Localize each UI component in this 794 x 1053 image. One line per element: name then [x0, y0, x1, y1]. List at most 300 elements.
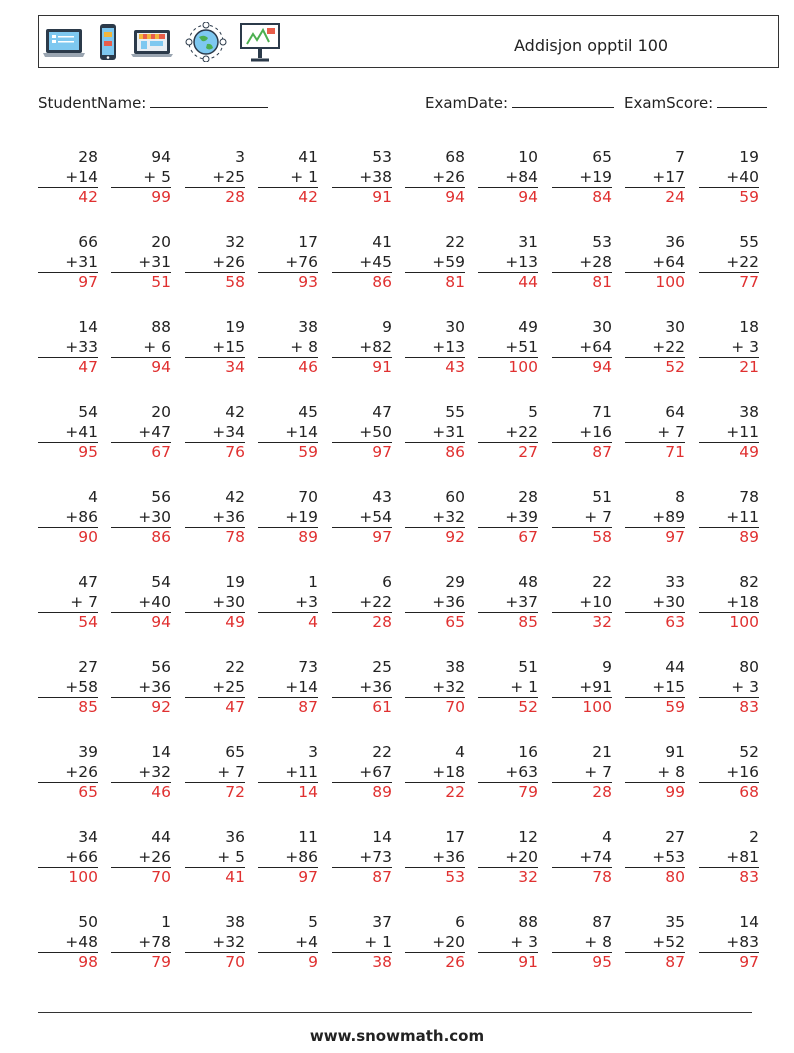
second-addend: +31	[405, 423, 465, 444]
second-addend: +34	[185, 423, 245, 444]
first-addend: 18	[739, 318, 759, 336]
second-addend: +47	[111, 423, 171, 444]
addition-problem	[38, 148, 98, 208]
addition-problem	[111, 488, 171, 548]
first-addend: 50	[78, 913, 98, 931]
second-addend: +26	[38, 763, 98, 784]
second-addend: + 3	[699, 338, 759, 359]
first-addend: 9	[602, 658, 612, 676]
answer: 99	[151, 188, 171, 206]
first-addend: 80	[739, 658, 759, 676]
addition-problem	[38, 318, 98, 378]
first-addend: 53	[592, 233, 612, 251]
first-addend: 43	[372, 488, 392, 506]
second-addend: +17	[625, 168, 685, 189]
worksheet-title: Addisjon opptil 100	[514, 36, 669, 55]
second-addend: +30	[111, 508, 171, 529]
answer: 83	[739, 698, 759, 716]
addition-problem	[38, 233, 98, 293]
second-addend: +18	[405, 763, 465, 784]
first-addend: 22	[592, 573, 612, 591]
addition-problem	[478, 148, 538, 208]
addition-problem	[552, 743, 612, 803]
first-addend: 27	[78, 658, 98, 676]
second-addend: +50	[332, 423, 392, 444]
addition-problem	[258, 658, 318, 718]
addition-problem	[332, 148, 392, 208]
first-addend: 94	[151, 148, 171, 166]
second-addend: +54	[332, 508, 392, 529]
second-addend: + 1	[478, 678, 538, 699]
second-addend: +26	[185, 253, 245, 274]
first-addend: 8	[675, 488, 685, 506]
addition-problem	[625, 148, 685, 208]
second-addend: + 8	[625, 763, 685, 784]
first-addend: 64	[665, 403, 685, 421]
first-addend: 37	[372, 913, 392, 931]
first-addend: 3	[235, 148, 245, 166]
addition-problem	[185, 573, 245, 633]
addition-problem	[332, 573, 392, 633]
answer: 97	[78, 273, 98, 291]
second-addend: +91	[552, 678, 612, 699]
first-addend: 34	[78, 828, 98, 846]
answer: 63	[665, 613, 685, 631]
exam-date-blank	[512, 93, 614, 108]
addition-problem	[38, 913, 98, 973]
second-addend: +22	[478, 423, 538, 444]
answer: 98	[78, 953, 98, 971]
answer: 83	[739, 868, 759, 886]
second-addend: +25	[185, 168, 245, 189]
second-addend: +26	[405, 168, 465, 189]
first-addend: 25	[372, 658, 392, 676]
first-addend: 19	[225, 573, 245, 591]
presentation-board-icon	[239, 22, 281, 62]
first-addend: 19	[225, 318, 245, 336]
answer: 97	[665, 528, 685, 546]
second-addend: +67	[332, 763, 392, 784]
second-addend: +11	[699, 508, 759, 529]
answer: 99	[665, 783, 685, 801]
first-addend: 71	[592, 403, 612, 421]
second-addend: +36	[405, 593, 465, 614]
first-addend: 3	[308, 743, 318, 761]
first-addend: 27	[665, 828, 685, 846]
first-addend: 30	[665, 318, 685, 336]
second-addend: +89	[625, 508, 685, 529]
addition-problem	[38, 743, 98, 803]
first-addend: 41	[372, 233, 392, 251]
second-addend: +84	[478, 168, 538, 189]
addition-problem	[111, 658, 171, 718]
addition-problem	[478, 403, 538, 463]
first-addend: 42	[225, 403, 245, 421]
addition-problem	[258, 743, 318, 803]
first-addend: 53	[372, 148, 392, 166]
second-addend: +58	[38, 678, 98, 699]
answer: 81	[445, 273, 465, 291]
second-addend: +16	[552, 423, 612, 444]
first-addend: 4	[88, 488, 98, 506]
answer: 68	[739, 783, 759, 801]
answer: 76	[225, 443, 245, 461]
second-addend: +32	[185, 933, 245, 954]
addition-problem	[405, 148, 465, 208]
answer: 46	[151, 783, 171, 801]
second-addend: +40	[699, 168, 759, 189]
answer: 34	[225, 358, 245, 376]
first-addend: 44	[665, 658, 685, 676]
second-addend: + 5	[111, 168, 171, 189]
answer: 71	[665, 443, 685, 461]
student-name-field	[38, 93, 268, 112]
addition-problem	[699, 913, 759, 973]
addition-problem	[38, 488, 98, 548]
first-addend: 17	[445, 828, 465, 846]
phone-icon	[97, 22, 119, 62]
first-addend: 9	[382, 318, 392, 336]
answer: 90	[78, 528, 98, 546]
second-addend: + 5	[185, 848, 245, 869]
second-addend: + 8	[552, 933, 612, 954]
second-addend: +64	[625, 253, 685, 274]
addition-problem	[111, 573, 171, 633]
first-addend: 12	[518, 828, 538, 846]
first-addend: 33	[665, 573, 685, 591]
first-addend: 60	[445, 488, 465, 506]
addition-problem	[185, 148, 245, 208]
answer: 52	[665, 358, 685, 376]
answer: 9	[308, 953, 318, 971]
addition-problem	[405, 828, 465, 888]
addition-problem	[478, 913, 538, 973]
first-addend: 47	[372, 403, 392, 421]
addition-problem	[699, 573, 759, 633]
addition-problem	[258, 828, 318, 888]
second-addend: +73	[332, 848, 392, 869]
answer: 78	[592, 868, 612, 886]
first-addend: 2	[749, 828, 759, 846]
first-addend: 78	[739, 488, 759, 506]
addition-problem	[405, 488, 465, 548]
answer: 89	[739, 528, 759, 546]
answer: 58	[225, 273, 245, 291]
exam-score-field	[624, 93, 767, 112]
second-addend: +26	[111, 848, 171, 869]
second-addend: +13	[405, 338, 465, 359]
first-addend: 7	[675, 148, 685, 166]
answer: 91	[372, 188, 392, 206]
answer: 4	[308, 613, 318, 631]
second-addend: +14	[38, 168, 98, 189]
second-addend: + 7	[38, 593, 98, 614]
student-name-blank	[150, 93, 268, 108]
second-addend: + 1	[258, 168, 318, 189]
answer: 47	[225, 698, 245, 716]
answer: 21	[739, 358, 759, 376]
second-addend: +86	[38, 508, 98, 529]
answer: 78	[225, 528, 245, 546]
answer: 65	[78, 783, 98, 801]
addition-problem	[478, 233, 538, 293]
addition-problem	[405, 573, 465, 633]
answer: 91	[518, 953, 538, 971]
addition-problem	[625, 743, 685, 803]
second-addend: +19	[258, 508, 318, 529]
answer: 42	[78, 188, 98, 206]
first-addend: 48	[518, 573, 538, 591]
second-addend: +14	[258, 423, 318, 444]
addition-problem	[552, 573, 612, 633]
answer: 41	[225, 868, 245, 886]
answer: 94	[518, 188, 538, 206]
first-addend: 28	[78, 148, 98, 166]
first-addend: 1	[161, 913, 171, 931]
first-addend: 56	[151, 658, 171, 676]
answer: 91	[372, 358, 392, 376]
second-addend: + 7	[552, 763, 612, 784]
addition-problem	[552, 403, 612, 463]
first-addend: 88	[518, 913, 538, 931]
addition-problem	[185, 828, 245, 888]
addition-problem	[111, 233, 171, 293]
addition-problem	[258, 573, 318, 633]
second-addend: +15	[185, 338, 245, 359]
second-addend: +11	[699, 423, 759, 444]
first-addend: 5	[528, 403, 538, 421]
addition-problem	[625, 488, 685, 548]
first-addend: 88	[151, 318, 171, 336]
first-addend: 87	[592, 913, 612, 931]
second-addend: + 8	[258, 338, 318, 359]
addition-problem	[405, 658, 465, 718]
answer: 87	[592, 443, 612, 461]
second-addend: +38	[332, 168, 392, 189]
answer: 52	[518, 698, 538, 716]
answer: 85	[78, 698, 98, 716]
addition-problem	[552, 233, 612, 293]
addition-problem	[625, 658, 685, 718]
header-icons	[43, 20, 281, 64]
first-addend: 66	[78, 233, 98, 251]
answer: 92	[445, 528, 465, 546]
first-addend: 36	[665, 233, 685, 251]
footer-site: www.snowmath.com	[309, 1027, 485, 1045]
second-addend: +64	[552, 338, 612, 359]
addition-problem	[699, 233, 759, 293]
second-addend: +76	[258, 253, 318, 274]
addition-problem	[185, 403, 245, 463]
addition-problem	[625, 318, 685, 378]
addition-problem	[111, 913, 171, 973]
second-addend: +15	[625, 678, 685, 699]
addition-problem	[332, 828, 392, 888]
first-addend: 54	[151, 573, 171, 591]
second-addend: +32	[405, 678, 465, 699]
addition-problem	[38, 828, 98, 888]
answer: 51	[151, 273, 171, 291]
answer: 65	[445, 613, 465, 631]
first-addend: 30	[445, 318, 465, 336]
second-addend: +74	[552, 848, 612, 869]
second-addend: +83	[699, 933, 759, 954]
first-addend: 91	[665, 743, 685, 761]
second-addend: +81	[699, 848, 759, 869]
answer: 46	[298, 358, 318, 376]
first-addend: 22	[225, 658, 245, 676]
addition-problem	[405, 318, 465, 378]
first-addend: 65	[592, 148, 612, 166]
header-box	[38, 15, 779, 68]
answer: 49	[739, 443, 759, 461]
first-addend: 68	[445, 148, 465, 166]
second-addend: +28	[552, 253, 612, 274]
addition-problem	[111, 403, 171, 463]
answer: 24	[665, 188, 685, 206]
addition-problem	[185, 233, 245, 293]
answer: 27	[518, 443, 538, 461]
answer: 89	[298, 528, 318, 546]
answer: 87	[665, 953, 685, 971]
addition-problem	[405, 743, 465, 803]
answer: 58	[592, 528, 612, 546]
first-addend: 70	[298, 488, 318, 506]
first-addend: 56	[151, 488, 171, 506]
first-addend: 6	[382, 573, 392, 591]
addition-problem	[625, 233, 685, 293]
addition-problem	[478, 488, 538, 548]
answer: 100	[68, 868, 98, 886]
answer: 94	[445, 188, 465, 206]
addition-problem	[478, 318, 538, 378]
addition-problem	[699, 743, 759, 803]
addition-problem	[38, 573, 98, 633]
answer: 28	[225, 188, 245, 206]
second-addend: +51	[478, 338, 538, 359]
addition-problem	[625, 403, 685, 463]
first-addend: 38	[225, 913, 245, 931]
answer: 70	[445, 698, 465, 716]
answer: 32	[592, 613, 612, 631]
first-addend: 28	[518, 488, 538, 506]
second-addend: +39	[478, 508, 538, 529]
answer: 26	[445, 953, 465, 971]
answer: 92	[151, 698, 171, 716]
answer: 43	[445, 358, 465, 376]
addition-problem	[699, 148, 759, 208]
first-addend: 19	[739, 148, 759, 166]
answer: 86	[372, 273, 392, 291]
second-addend: +3	[258, 593, 318, 614]
first-addend: 38	[298, 318, 318, 336]
first-addend: 45	[298, 403, 318, 421]
answer: 80	[665, 868, 685, 886]
first-addend: 16	[518, 743, 538, 761]
exam-date-field	[425, 93, 614, 112]
second-addend: +36	[332, 678, 392, 699]
second-addend: +36	[405, 848, 465, 869]
answer: 32	[518, 868, 538, 886]
addition-problem	[552, 488, 612, 548]
addition-problem	[405, 233, 465, 293]
answer: 95	[78, 443, 98, 461]
second-addend: +18	[699, 593, 759, 614]
answer: 86	[151, 528, 171, 546]
answer: 79	[518, 783, 538, 801]
second-addend: +32	[111, 763, 171, 784]
first-addend: 6	[455, 913, 465, 931]
first-addend: 22	[372, 743, 392, 761]
second-addend: +14	[258, 678, 318, 699]
answer: 86	[445, 443, 465, 461]
answer: 67	[518, 528, 538, 546]
second-addend: +52	[625, 933, 685, 954]
second-addend: + 1	[332, 933, 392, 954]
addition-problem	[332, 743, 392, 803]
first-addend: 51	[592, 488, 612, 506]
first-addend: 30	[592, 318, 612, 336]
addition-problem	[258, 318, 318, 378]
first-addend: 31	[518, 233, 538, 251]
first-addend: 10	[518, 148, 538, 166]
answer: 70	[225, 953, 245, 971]
second-addend: +86	[258, 848, 318, 869]
addition-problem	[185, 488, 245, 548]
addition-problem	[332, 233, 392, 293]
answer: 97	[739, 953, 759, 971]
second-addend: +25	[185, 678, 245, 699]
first-addend: 14	[151, 743, 171, 761]
addition-problem	[111, 828, 171, 888]
answer: 72	[225, 783, 245, 801]
first-addend: 4	[455, 743, 465, 761]
second-addend: +22	[699, 253, 759, 274]
addition-problem	[185, 743, 245, 803]
answer: 97	[372, 443, 392, 461]
first-addend: 5	[308, 913, 318, 931]
addition-problem	[332, 913, 392, 973]
first-addend: 11	[298, 828, 318, 846]
first-addend: 36	[225, 828, 245, 846]
second-addend: +36	[185, 508, 245, 529]
addition-problem	[405, 913, 465, 973]
answer: 54	[78, 613, 98, 631]
first-addend: 73	[298, 658, 318, 676]
answer: 97	[298, 868, 318, 886]
second-addend: +32	[405, 508, 465, 529]
first-addend: 14	[78, 318, 98, 336]
addition-problem	[699, 403, 759, 463]
answer: 81	[592, 273, 612, 291]
answer: 28	[592, 783, 612, 801]
addition-problem	[625, 828, 685, 888]
answer: 87	[298, 698, 318, 716]
answer: 14	[298, 783, 318, 801]
second-addend: +31	[38, 253, 98, 274]
student-name-label: StudentName:	[38, 94, 147, 112]
answer: 47	[78, 358, 98, 376]
answer: 77	[739, 273, 759, 291]
addition-problem	[111, 148, 171, 208]
addition-problem	[111, 743, 171, 803]
answer: 61	[372, 698, 392, 716]
first-addend: 49	[518, 318, 538, 336]
addition-problem	[111, 318, 171, 378]
exam-score-blank	[717, 93, 767, 108]
answer: 89	[372, 783, 392, 801]
second-addend: +63	[478, 763, 538, 784]
